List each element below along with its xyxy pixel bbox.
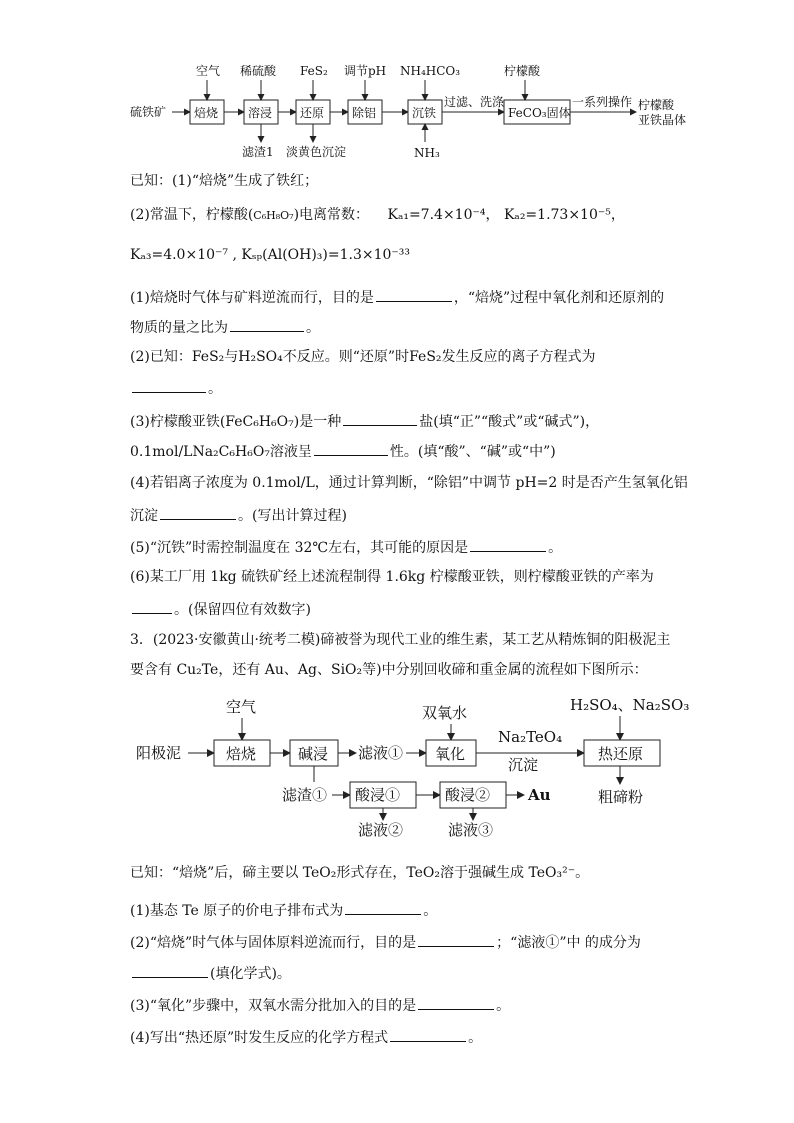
q4-line2: 沉淀 。(写出计算过程) xyxy=(130,505,347,525)
r4-line: (4)写出“热还原”时发生反应的化学方程式 。 xyxy=(130,1027,482,1047)
flowchart-2 xyxy=(0,690,794,850)
input-h2o2: 双氧水 xyxy=(422,704,468,722)
na2teo4-precipitate: 沉淀 xyxy=(508,756,539,774)
q3-line1: (3)柠檬酸亚铁(FeC₆H₆O₇)是一种 盐(填“正”“酸式”或“碱式”)， xyxy=(130,411,599,431)
q1-line2: 物质的量之比为 。 xyxy=(130,317,320,337)
step-remove-al-label: 除铝 xyxy=(352,106,377,120)
step-roast-label: 焙烧 xyxy=(194,106,219,120)
input-air-2: 空气 xyxy=(226,698,257,716)
filtrate-3: 滤液③ xyxy=(448,821,494,839)
ka3-ksp: Kₐ₃=4.0×10⁻⁷ , Kₛₚ(Al(OH)₃)=1.3×10⁻³³ xyxy=(130,247,411,263)
residue-1: 滤渣① xyxy=(282,786,328,804)
step-acid-leach-1-label: 酸浸① xyxy=(355,786,401,804)
q5-line: (5)“沉铁”时需控制温度在 32℃左右，其可能的原因是 。 xyxy=(130,537,562,557)
step-feco3-solid-label: FeCO₃固体 xyxy=(508,106,571,120)
gold-au: Au xyxy=(528,786,551,804)
flowchart-1 xyxy=(0,0,794,170)
q2-line1: (2)已知：FeS₂与H₂SO₄不反应。则“还原”时FeS₂发生反应的离子方程式为 xyxy=(130,349,596,365)
input-citric-acid: 柠檬酸 xyxy=(504,64,541,78)
crude-te-powder: 粗碲粉 xyxy=(598,788,644,806)
problem-3-line2: 要含有 Cu₂Te，还有 Au、Ag、SiO₂等)中分别回收碲和重金属的流程如下图所示： xyxy=(130,662,648,678)
filtrate-1: 滤液① xyxy=(358,744,404,762)
q6-line2: 。(保留四位有效数字) xyxy=(130,599,311,619)
q2-line2: 。 xyxy=(130,378,222,398)
output-pale-yellow-ppt: 淡黄色沉淀 xyxy=(286,145,347,159)
product-label-2: 亚铁晶体 xyxy=(638,113,687,127)
q3-line2: 0.1mol/LNa₂C₆H₆O₇溶液呈 性。(填“酸”、“碱”或“中”) xyxy=(130,441,556,461)
problem-3-line1: 3．(2023·安徽黄山·统考二模)碲被誉为现代工业的维生素，某工艺从精炼铜的阳极泥主 xyxy=(130,632,671,648)
input-nh3: NH₃ xyxy=(414,146,440,160)
step-oxidize-label: 氧化 xyxy=(435,745,466,763)
step-precipitate-fe-label: 沉铁 xyxy=(412,106,437,120)
input-adjust-ph: 调节pH xyxy=(344,64,387,78)
known-2: (2)常温下，柠檬酸(C₆H₈O₇)电离常数： Kₐ₁=7.4×10⁻⁴， Kₐ₂=1.73×10⁻⁵， xyxy=(130,207,625,223)
r2-line1: (2)“焙烧”时气体与固体原料逆流而行，目的是 ；“滤液①”中 的成分为 xyxy=(130,932,641,952)
edge-filter-wash: 过滤、洗涤 xyxy=(444,95,505,109)
r3-line: (3)“氧化”步骤中，双氧水需分批加入的目的是 。 xyxy=(130,995,510,1015)
q6-line1: (6)某工厂用 1kg 硫铁矿经上述流程制得 1.6kg 柠檬酸亚铁，则柠檬酸亚铁的产率为 xyxy=(130,569,654,585)
edge-series-ops: 一系列操作 xyxy=(572,95,633,109)
q4-line1: (4)若铝离子浓度为 0.1mol/L，通过计算判断，“除铝”中调节 pH=2 时是否产生氢氧化铝 xyxy=(130,475,688,491)
step-reduce-label: 还原 xyxy=(300,106,325,120)
r1-line: (1)基态 Te 原子的价电子排布式为 。 xyxy=(130,900,437,920)
step-roast-2-label: 焙烧 xyxy=(226,745,257,763)
anode-slime: 阳极泥 xyxy=(136,744,182,762)
na2teo4: Na₂TeO₄ xyxy=(498,728,563,746)
output-residue-1: 滤渣1 xyxy=(242,145,274,159)
ore-label: 硫铁矿 xyxy=(130,105,167,119)
input-nh4hco3: NH₄HCO₃ xyxy=(400,64,461,78)
input-air: 空气 xyxy=(196,64,221,78)
filtrate-2: 滤液② xyxy=(358,821,404,839)
step-thermal-reduction-label: 热还原 xyxy=(598,745,644,763)
known-1: 已知：(1)“焙烧”生成了铁红； xyxy=(130,173,319,189)
product-label-1: 柠檬酸 xyxy=(638,98,675,112)
input-dilute-h2so4: 稀硫酸 xyxy=(240,64,277,78)
known-3: 已知：“焙烧”后，碲主要以 TeO₂形式存在，TeO₂溶于强碱生成 TeO₃²⁻。 xyxy=(130,865,590,881)
step-leach-label: 溶浸 xyxy=(248,106,273,120)
input-reagents: H₂SO₄、Na₂SO₃ xyxy=(570,696,690,714)
step-acid-leach-2-label: 酸浸② xyxy=(445,786,491,804)
ka1: Kₐ₁=7.4×10⁻⁴ xyxy=(387,207,486,223)
r2-line2: (填化学式)。 xyxy=(130,963,291,983)
input-fes2: FeS₂ xyxy=(300,64,328,78)
q1-line1: (1)焙烧时气体与矿料逆流而行，目的是 ，“焙烧”过程中氧化剂和还原剂的 xyxy=(130,287,664,307)
ka2: Kₐ₂=1.73×10⁻⁵ xyxy=(503,207,611,223)
step-alkali-leach-label: 碱浸 xyxy=(298,745,329,763)
